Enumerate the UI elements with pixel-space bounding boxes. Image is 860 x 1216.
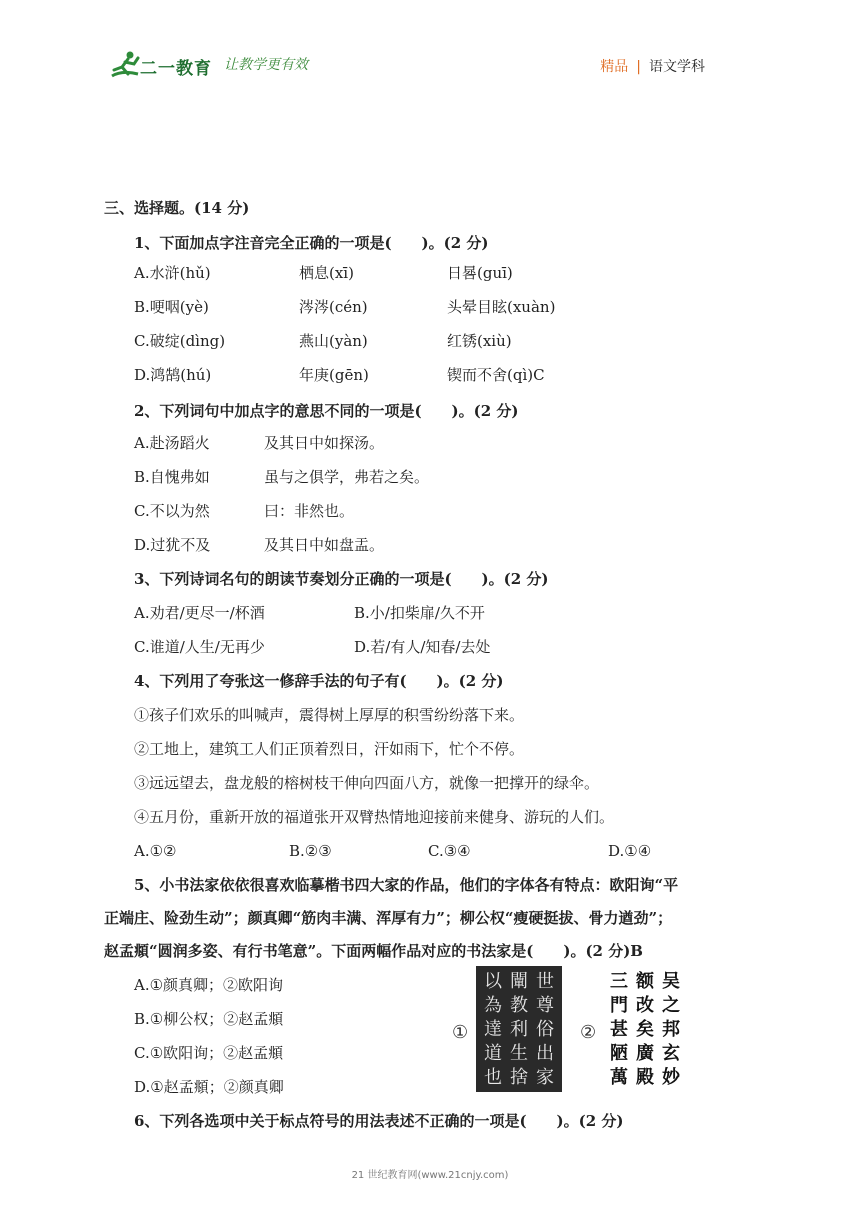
image-2-column-2: 额改矣廣殿 [636, 971, 654, 1088]
subject-label: 语文学科 [649, 59, 705, 75]
q2-stem: 2、下列词句中加点字的意思不同的一项是( )。(2 分) [134, 402, 519, 420]
q6-stem: 6、下列各选项中关于标点符号的用法表述不正确的一项是( )。(2 分) [134, 1112, 624, 1130]
q1-stem: 1、下面加点字注音完全正确的一项是( )。(2 分) [134, 234, 489, 252]
q3-a: A.劝君/更尽一/杯酒 [134, 604, 265, 622]
q4-option-d: D.①④ [608, 842, 652, 860]
q2-d1: D.过犹不及 [134, 536, 211, 554]
quality-label: 精品 [600, 59, 629, 75]
q5-line-3: 赵孟頫“圆润多姿、有行书笔意”。下面两幅作品对应的书法家是( )。(2 分)B [104, 942, 643, 960]
calligraphy-image-2 [602, 966, 688, 1092]
q2-c2: 曰：非然也。 [264, 502, 355, 520]
q1-d3: 锲而不舍(qì)C [447, 366, 545, 384]
image-1-column-1: 世尊俗出家 [536, 971, 554, 1088]
q2-a2: 及其日中如探汤。 [264, 434, 385, 452]
logo-text: 二一教育 [140, 59, 212, 79]
q1-d1: D.鸿鹄(hú) [134, 366, 212, 384]
calligraphy-image-1 [476, 966, 562, 1092]
q2-d2: 及其日中如盘盂。 [264, 536, 385, 554]
q2-b1: B.自愧弗如 [134, 468, 210, 486]
q1-a1: A.水浒(hǔ) [134, 264, 211, 282]
q4-item-3: ③远远望去，盘龙般的榕树枝干伸向四面八方，就像一把撑开的绿伞。 [134, 774, 600, 792]
image-2-column-1: 吴之邦玄妙 [662, 971, 680, 1088]
image-2-column-3: 三門甚陋萬 [610, 971, 628, 1088]
q4-option-a: A.①② [134, 842, 177, 860]
section-title: 三、选择题。(14 分) [104, 199, 250, 217]
image-2-label: ② [580, 1022, 597, 1043]
page-header [0, 0, 860, 100]
q2-b2: 虽与之俱学，弗若之矣。 [264, 468, 430, 486]
q5-line-1: 5、小书法家依依很喜欢临摹楷书四大家的作品，他们的字体各有特点：欧阳询“平 [134, 876, 679, 894]
q4-stem: 4、下列用了夸张这一修辞手法的句子有( )。(2 分) [134, 672, 504, 690]
q1-b2: 涔涔(cén) [299, 298, 368, 316]
q5-option-a: A.①颜真卿；②欧阳询 [134, 976, 284, 994]
q1-a2: 栖息(xī) [299, 264, 354, 282]
image-1-label: ① [452, 1022, 469, 1043]
q1-b1: B.哽咽(yè) [134, 298, 209, 316]
q5-option-d: D.①赵孟頫；②颜真卿 [134, 1078, 284, 1096]
q1-b3: 头晕目眩(xuàn) [447, 298, 556, 316]
q3-d: D.若/有人/知春/去处 [354, 638, 491, 656]
q5-line-2: 正端庄、险劲生动”；颜真卿“筋肉丰满、浑厚有力”；柳公权“瘦硬挺拔、骨力遒劲”； [104, 909, 673, 927]
q4-item-1: ①孩子们欢乐的叫喊声，震得树上厚厚的积雪纷纷落下来。 [134, 706, 525, 724]
slogan: 让教学更有效 [224, 57, 308, 73]
image-1-column-3: 以為達道也 [484, 971, 502, 1088]
q4-option-c: C.③④ [428, 842, 471, 860]
q4-option-b: B.②③ [289, 842, 332, 860]
header-right: 精品 | 语文学科 [600, 59, 705, 75]
q3-c: C.谁道/人生/无再少 [134, 638, 265, 656]
page-footer: 21 世纪教育网(www.21cnjy.com) [351, 1170, 509, 1181]
q3-stem: 3、下列诗词名句的朗读节奏划分正确的一项是( )。(2 分) [134, 570, 549, 588]
q3-b: B.小/扣柴扉/久不开 [354, 604, 485, 622]
q2-c1: C.不以为然 [134, 502, 210, 520]
image-1-column-2: 闡教利生捨 [510, 971, 528, 1088]
q1-c2: 燕山(yàn) [299, 332, 368, 350]
q1-c1: C.破绽(dìng) [134, 332, 226, 350]
q5-option-b: B.①柳公权；②赵孟頫 [134, 1010, 284, 1028]
q4-item-4: ④五月份，重新开放的福道张开双臂热情地迎接前来健身、游玩的人们。 [134, 808, 615, 826]
q4-item-2: ②工地上，建筑工人们正顶着烈日，汗如雨下，忙个不停。 [134, 740, 525, 758]
q1-a3: 日晷(guī) [447, 264, 513, 282]
q2-a1: A.赴汤蹈火 [134, 434, 210, 452]
q1-d2: 年庚(gēn) [299, 366, 369, 384]
q5-option-c: C.①欧阳询；②赵孟頫 [134, 1044, 284, 1062]
q1-c3: 红锈(xiù) [447, 332, 512, 350]
